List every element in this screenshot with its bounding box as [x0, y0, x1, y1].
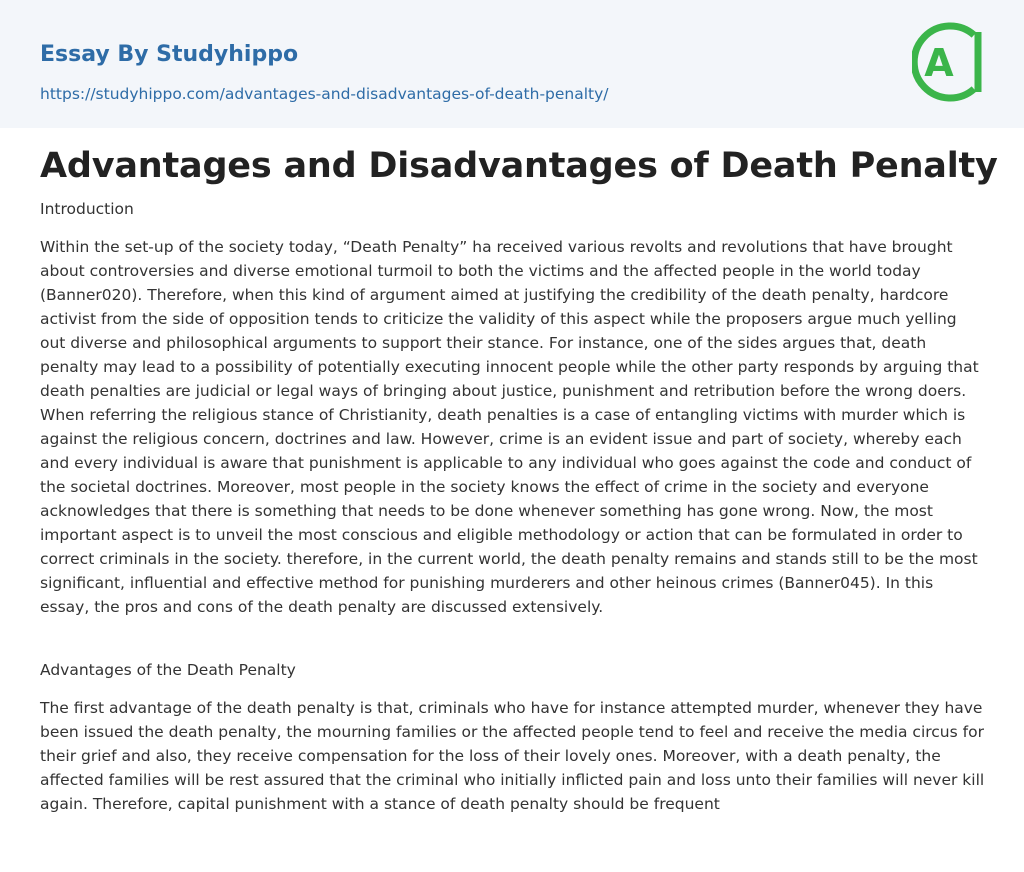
advantages-heading: Advantages of the Death Penalty: [40, 661, 296, 679]
site-brand[interactable]: Essay By Studyhippo: [40, 42, 299, 67]
article-title: Advantages and Disadvantages of Death Penalty: [40, 146, 998, 186]
site-header: [0, 0, 1024, 128]
introduction-heading: Introduction: [40, 200, 134, 218]
studyhippo-logo-icon[interactable]: [912, 18, 988, 106]
article-url-link[interactable]: https://studyhippo.com/advantages-and-disadvantages-of-death-penalty/: [40, 85, 609, 103]
logo-letter: A: [924, 41, 954, 85]
advantages-paragraph: The first advantage of the death penalty is that, criminals who have for instance attempted murder, whenever they have been issued the death penalty, the mourning families or the affected people tend to feel and receive the media circus for their grief and also, they receive compensation for the loss of their lovely ones. Moreover, with a death penalty, the affected families will be rest assured that the criminal who initially inflicted pain and loss unto their families will never kill again. Therefore, capital punishment with a stance of death penalty should be frequent: [40, 699, 985, 813]
introduction-paragraph: Within the set-up of the society today, “Death Penalty” ha received various revolts and revolutions that have brought about controversies and diverse emotional turmoil to both the victims and the affected people in the world today (Banner020). Therefore, when this kind of argument aimed at justifying the credibility of the death penalty, hardcore activist from the side of opposition tends to criticize the validity of this aspect while the proposers argue much yelling out diverse and philosophical arguments to support their stance. For instance, one of the sides argues that, death penalty may lead to a possibility of potentially executing innocent people while the other party responds by arguing that death penalties are judicial or legal ways of bringing about justice, punishment and retribution before the wrong doers. When referring the religious stance of Christianity, death penalties is a case of entangling victims with murder which is against the religious concern, doctrines and law. However, crime is an evident issue and part of society, whereby each and every individual is aware that punishment is applicable to any individual who goes against the code and conduct of the societal doctrines. Moreover, most people in the society knows the effect of crime in the society and everyone acknowledges that there is something that needs to be done whenever something has gone wrong. Now, the most important aspect is to unveil the most conscious and eligible methodology or action that can be formulated in order to correct criminals in the society. therefore, in the current world, the death penalty remains and stands still to be the most significant, influential and effective method for punishing murderers and other heinous crimes (Banner045). In this essay, the pros and cons of the death penalty are discussed extensively.: [40, 238, 979, 616]
